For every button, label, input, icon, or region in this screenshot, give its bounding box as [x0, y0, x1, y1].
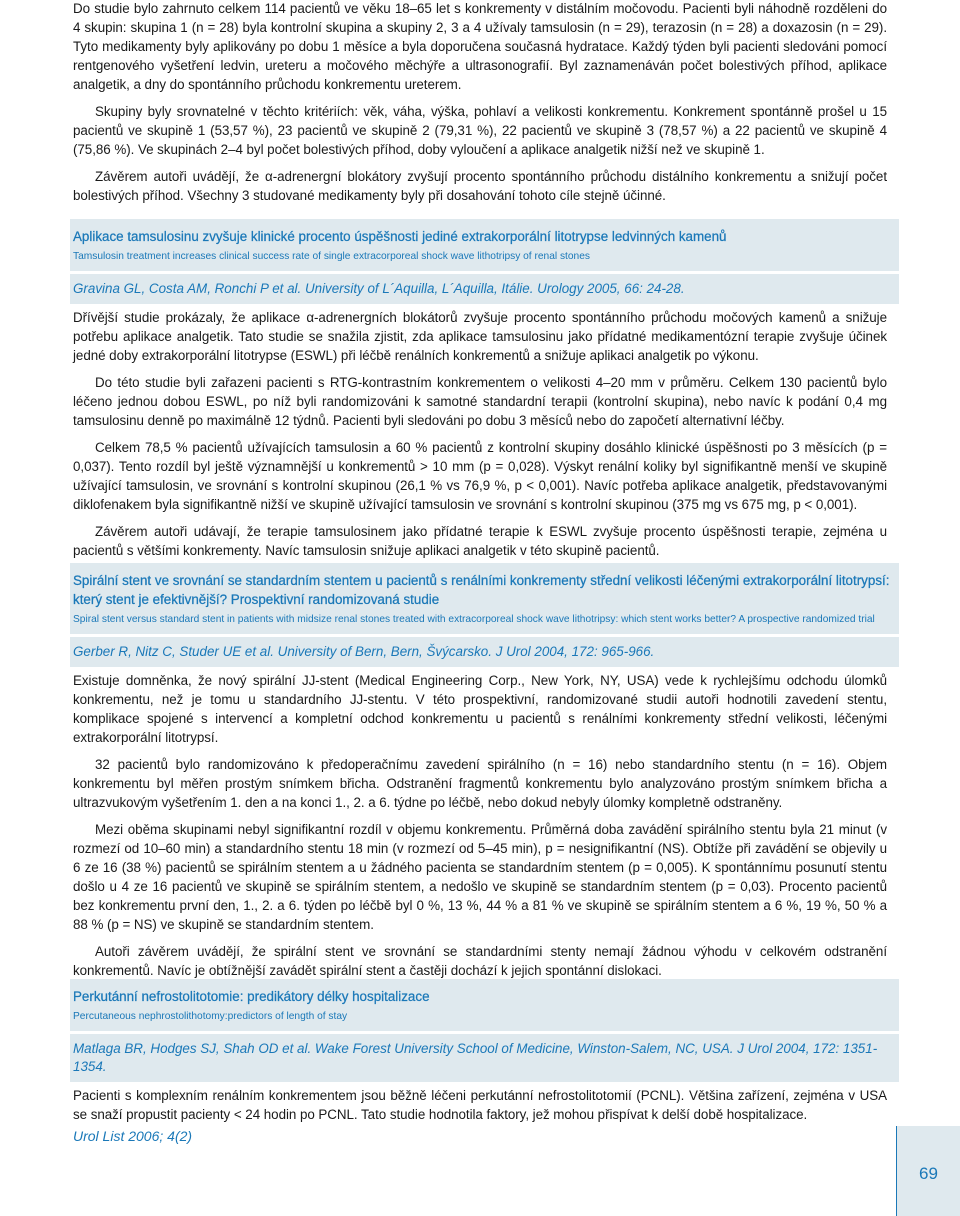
- article-header: [70, 219, 899, 271]
- intro-paragraph-3: Závěrem autoři uvádějí, že α-adrenergní blokátory zvyšují procento spontánního průchodu distálního konkrementu a snižují počet bolestivých příhod. Všechny 3 studované medikamenty byly při dosahování tohoto cíle stejně účinné.: [73, 169, 887, 203]
- article-subtitle: Spiral stent versus standard stent in patients with midsize renal stones treated with extracorporeal shock wave lithotripsy: which stent works better? A prospective randomized trial: [73, 614, 875, 625]
- intro-paragraph-1: Do studie bylo zahrnuto celkem 114 pacientů ve věku 18–65 let s konkrementy v distálním močovodu. Pacienti byli náhodně rozděleni do 4 skupin: skupina 1 (n = 28) byla kontrolní skupina a skupiny 2, 3 a 4 užívaly tamsulosin (n = 29), terazosin (n = 28) a doxazosin (n = 29). Tyto medikamenty byly aplikovány po dobu 1 měsíce a byla doporučena současná hydratace. Každý týden byli pacienti sledováni pomocí rentgenového vyšetření ledvin, ureteru a močového měchýře a ultrasonografií. Byl zaznamenáván počet bolestivých příhod, aplikace analgetik, a dny do spontánního průchodu konkrementu ureterem.: [73, 1, 887, 92]
- article-title: Perkutánní nefrostolitotomie: predikátory délky hospitalizace: [73, 989, 430, 1004]
- article-paragraph: Celkem 78,5 % pacientů užívajících tamsulosin a 60 % pacientů z kontrolní skupiny dosáhlo klinické úspěšnosti po 3 měsících (p = 0,037). Tento rozdíl byl ještě významnější u konkrementů > 10 mm (p = 0,028). Výskyt renální koliky byl signifikantně menší ve skupině užívající tamsulosin, ve srovnání s kontrolní skupinou (26,1 % vs 76,9 %, p < 0,001). Navíc potřeba aplikace analgetik, představovanými diklofenakem byla signifikantně nižší ve skupině užívající tamsulosin ve srovnání s kontrolní skupinou (375 mg vs 675 mg, p < 0,001).: [73, 440, 887, 512]
- article-header: [70, 979, 899, 1031]
- article-paragraph: Do této studie byli zařazeni pacienti s RTG-kontrastním konkrementem o velikosti 4–20 mm v průměru. Celkem 130 pacientů bylo léčeno jednou dobou ESWL, po níž byli randomizováni k samotné standardní terapii (kontrolní skupina), nebo navíc k podání 0,4 mg tamsulosinu denně po maximálně 12 týdnů. Pacienti byli sledováni po dobu 3 měsíců nebo do započetí alternativní léčby.: [73, 375, 887, 428]
- journal-reference: Urol List 2006; 4(2): [73, 1128, 193, 1144]
- page-number: 69: [919, 1164, 938, 1183]
- article-paragraph: Existuje domněnka, že nový spirální JJ-stent (Medical Engineering Corp., New York, NY, USA) vede k rychlejšímu odchodu úlomků konkrementu, než je tomu u standardního JJ-stentu. V této prospektivní, randomizované studii autoři hodnotili zavedení stentu, komplikace spojené s intervencí a kompletní odchod konkrementu u pacientů s renálními konkrementy střední velikosti, léčenými extrakorporální litotrypsí.: [73, 673, 887, 745]
- citation-row: [70, 1034, 899, 1082]
- article-citation: Matlaga BR, Hodges SJ, Shah OD et al. Wake Forest University School of Medicine, Winston-Salem, NC, USA. J Urol 2004, 172: 1351-1354.: [73, 1041, 878, 1074]
- article-paragraph: Mezi oběma skupinami nebyl signifikantní rozdíl v objemu konkrementu. Průměrná doba zavádění spirálního stentu byla 21 minut (v rozmezí od 10–60 min) a standardního stentu 18 min (v rozmezí od 5–45 min), p = nesignifikantní (NS). Obtíže při zavádění se objevily u 6 ze 16 (38 %) pacientů se spirálním stentem a u žádného pacienta se standardním stentem (p = 0,005). K spontánnímu posunutí stentu došlo u 4 ze 16 pacientů ve skupině se spirálním stentem, a nedošlo ve skupině se standardním stentem (p = 0,03). Procento pacientů bez konkrementu první den, 1., 2. a 6. týden po léčbě byl 0 %, 13 %, 44 % a 81 % ve skupině se spirálním stentem a 6 %, 19 %, 50 % a 88 % (p = NS) ve skupině se standardním stentem.: [73, 822, 887, 932]
- article-citation: Gravina GL, Costa AM, Ronchi P et al. University of L´Aquilla, L´Aquilla, Itálie. Urology 2005, 66: 24-28.: [73, 281, 685, 296]
- citation-row: [70, 637, 899, 667]
- article-spiral-stent: [73, 563, 890, 980]
- intro-section: [73, 0, 887, 205]
- article-paragraph: Dřívější studie prokázaly, že aplikace α-adrenergních blokátorů zvyšuje procento spontánního průchodu močových kamenů a snižuje potřebu aplikace analgetik. Tato studie se snažila zjistit, zda aplikace tamsulosinu jako přídatné medikamentózní terapie zvyšuje účinek jedné doby extrakorporální litotrypse (ESWL) při léčbě renálních konkrementů a snižuje aplikaci analgetik po výkonu.: [73, 310, 887, 363]
- article-subtitle: Tamsulosin treatment increases clinical success rate of single extracorporeal shock wave lithotripsy of renal stones: [73, 251, 590, 262]
- intro-paragraph-2: Skupiny byly srovnatelné v těchto kritériích: věk, váha, výška, pohlaví a velikosti konkrementu. Konkrement spontánně prošel u 15 pacientů ve skupině 1 (53,57 %), 23 pacientů ve skupině 2 (79,31 %), 22 pacientů ve skupině 3 (78,57 %) a 22 pacientů ve skupině 4 (75,86 %). Ve skupinách 2–4 byl počet bolestivých příhod, doby vyloučení a aplikace analgetik nižší než ve skupině 1.: [73, 104, 887, 157]
- citation-row: [70, 274, 899, 304]
- article-tamsulosin: [73, 219, 887, 560]
- article-citation: Gerber R, Nitz C, Studer UE et al. University of Bern, Bern, Švýcarsko. J Urol 2004, 172: 965-966.: [73, 644, 655, 659]
- article-paragraph: Autoři závěrem uvádějí, že spirální stent ve srovnání se standardními stenty nemají žádnou výhodu v celkovém odstranění konkrementů. Navíc je obtížnější zavádět spirální stent a častěji dochází k jejich spontánní dislokaci.: [73, 944, 887, 978]
- article-paragraph: Závěrem autoři udávají, že terapie tamsulosinem jako přídatné terapie k ESWL zvyšuje procento úspěšnosti terapie, zejména u pacientů s většími konkrementy. Navíc tamsulosin snižuje aplikaci analgetik v této skupině pacientů.: [73, 524, 887, 558]
- article-subtitle: Percutaneous nephrostolithotomy:predictors of length of stay: [73, 1011, 348, 1022]
- article-title: Spirální stent ve srovnání se standardním stentem u pacientů s renálními konkrementy střední velikosti léčenými extrakorporální litotrypsí: který stent je efektivnější? Prospektivní randomizovaná studie: [73, 573, 890, 607]
- article-pcnl: [73, 979, 887, 1124]
- article-header: [70, 563, 899, 634]
- article-paragraph: 32 pacientů bylo randomizováno k předoperačnímu zavedení spirálního (n = 16) nebo standardního stentu (n = 16). Objem konkrementu byl měřen prostým snímkem břicha. Odstranění fragmentů konkrementu bylo analyzováno prostým snímkem břicha a ultrazvukovým vyšetřením 1. den a na konci 1., 2. a 6. týdne po léčbě, nebo dokud nebyly úlomky kompletně odstraněny.: [73, 757, 887, 810]
- article-title: Aplikace tamsulosinu zvyšuje klinické procento úspěšnosti jediné extrakorporální litotrypse ledvinných kamenů: [73, 229, 727, 244]
- article-paragraph: Pacienti s komplexním renálním konkrementem jsou běžně léčeni perkutánní nefrostolitotomií (PCNL). Většina zařízení, zejména v USA se snaží propustit pacienty < 24 hodin po PCNL. Tato studie hodnotila faktory, jež mohou přispívat k delší době hospitalizace.: [73, 1088, 887, 1122]
